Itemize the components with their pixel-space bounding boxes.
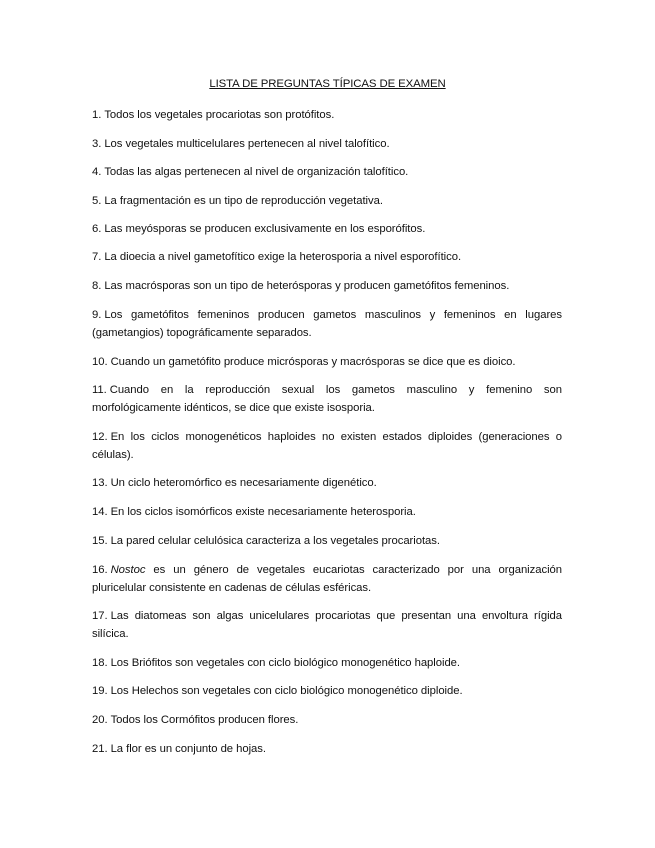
question-1: 1. Todos los vegetales procariotas son protófitos. [92,109,335,121]
question-13: 13. Un ciclo heteromórfico es necesariamente digenético. [92,477,377,489]
question-12: 12. En los ciclos monogenéticos haploides no existen estados diploides (generaciones o células). [92,431,562,461]
question-16: 16. Nostoc es un género de vegetales eucariotas caracterizado por una organización pluricelular consistente en cadenas de células esféricas. [92,564,562,594]
question-4: 4. Todas las algas pertenecen al nivel de organización talofítico. [92,166,409,178]
question-19: 19. Los Helechos son vegetales con ciclo biológico monogenético diploide. [92,685,463,697]
question-20: 20. Todos los Cormófitos producen flores. [92,714,299,726]
question-9: 9. Los gametófitos femeninos producen gametos masculinos y femeninos en lugares (gametangios) topográficamente separados. [92,309,562,339]
question-7: 7. La dioecia a nivel gametofítico exige la heterosporia a nivel esporofítico. [92,251,462,263]
document-title: LISTA DE PREGUNTAS TÍPICAS DE EXAMEN [209,78,446,90]
question-8: 8. Las macrósporas son un tipo de heterósporas y producen gametófitos femeninos. [92,280,510,292]
question-15: 15. La pared celular celulósica caracteriza a los vegetales procariotas. [92,535,440,547]
question-5: 5. La fragmentación es un tipo de reproducción vegetativa. [92,195,383,207]
question-14: 14. En los ciclos isomórficos existe necesariamente heterosporia. [92,506,416,518]
question-17: 17. Las diatomeas son algas unicelulares procariotas que presentan una envoltura rígida silícica. [92,610,562,640]
question-3: 3. Los vegetales multicelulares pertenecen al nivel talofítico. [92,138,390,150]
question-10: 10. Cuando un gametófito produce micrósporas y macrósporas se dice que es dioico. [92,356,516,368]
genus-name-italic: Nostoc [110,564,146,576]
question-21: 21. La flor es un conjunto de hojas. [92,743,266,755]
question-18: 18. Los Briófitos son vegetales con ciclo biológico monogenético haploide. [92,657,460,669]
question-11: 11. Cuando en la reproducción sexual los gametos masculino y femenino son morfológicamente idénticos, se dice que existe isosporia. [92,384,562,414]
question-6: 6. Las meyósporas se producen exclusivamente en los esporófitos. [92,223,426,235]
